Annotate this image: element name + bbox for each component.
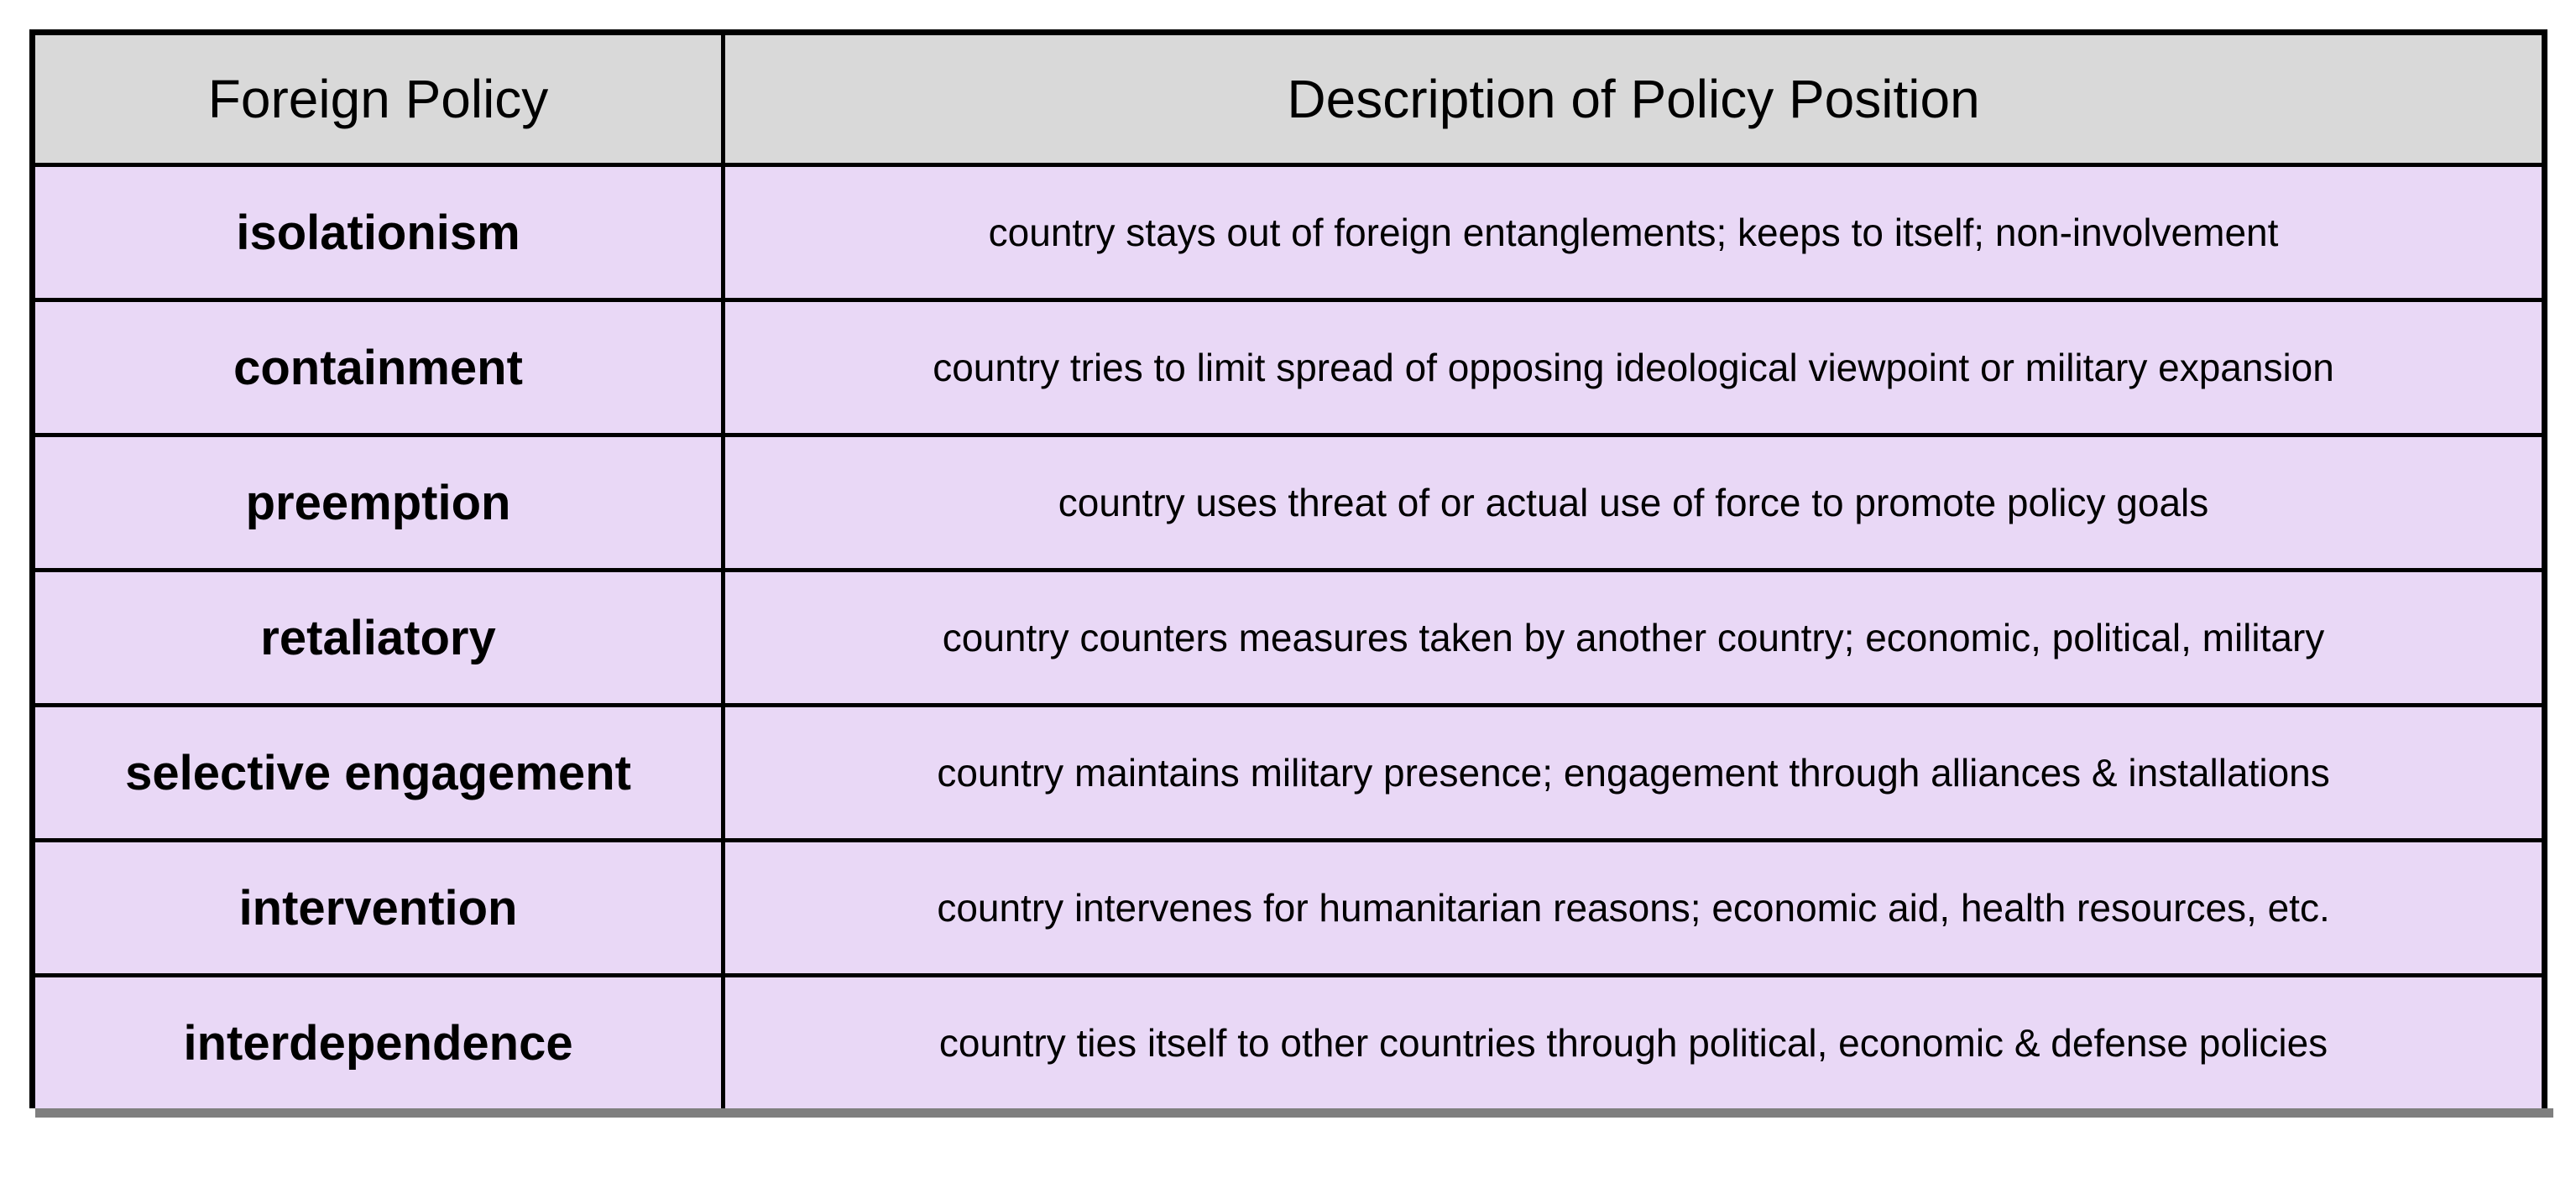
description-retaliatory: country counters measures taken by another country; economic, political, military — [724, 571, 2545, 706]
table-drop-shadow — [35, 1108, 2553, 1118]
foreign-policy-table — [29, 29, 2547, 1108]
term-selective-engagement: selective engagement — [33, 706, 724, 841]
table-row — [33, 165, 2545, 300]
term-preemption: preemption — [33, 435, 724, 571]
description-preemption: country uses threat of or actual use of force to promote policy goals — [724, 435, 2545, 571]
description-containment: country tries to limit spread of opposing ideological viewpoint or military expansion — [724, 300, 2545, 435]
description-selective-engagement: country maintains military presence; engagement through alliances & installations — [724, 706, 2545, 841]
description-interdependence: country ties itself to other countries through political, economic & defense policies — [724, 976, 2545, 1109]
policy-table — [29, 29, 2547, 1108]
term-interdependence: interdependence — [33, 976, 724, 1109]
header-description: Description of Policy Position — [724, 33, 2545, 165]
term-containment: containment — [33, 300, 724, 435]
header-row — [33, 33, 2545, 165]
table-row — [33, 976, 2545, 1109]
term-intervention: intervention — [33, 841, 724, 976]
header-foreign-policy: Foreign Policy — [33, 33, 724, 165]
term-retaliatory: retaliatory — [33, 571, 724, 706]
table-row — [33, 571, 2545, 706]
table-row — [33, 300, 2545, 435]
table-row — [33, 435, 2545, 571]
description-isolationism: country stays out of foreign entanglements; keeps to itself; non-involvement — [724, 165, 2545, 300]
table-row — [33, 706, 2545, 841]
description-intervention: country intervenes for humanitarian reasons; economic aid, health resources, etc. — [724, 841, 2545, 976]
table-row — [33, 841, 2545, 976]
term-isolationism: isolationism — [33, 165, 724, 300]
